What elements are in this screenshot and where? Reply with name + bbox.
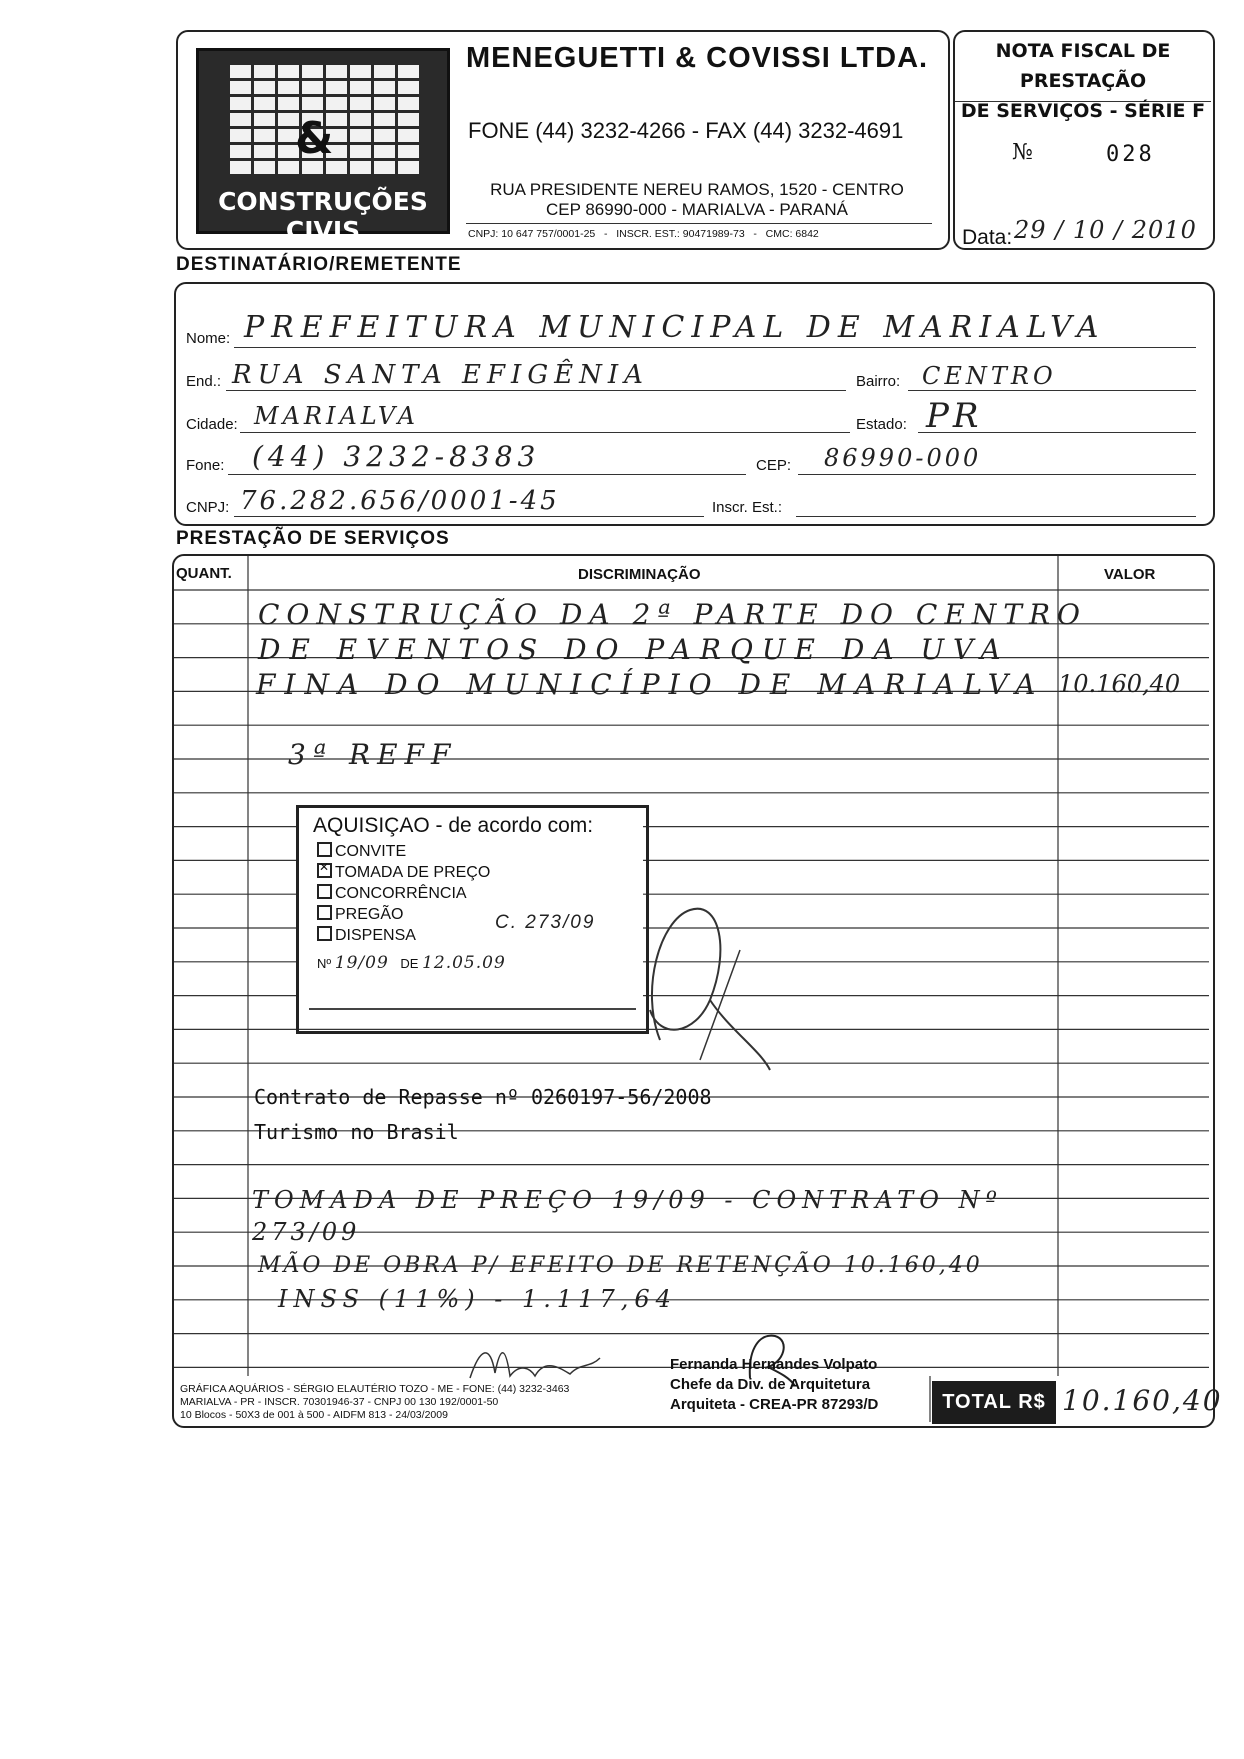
stamp-title: AQUISIÇAO - de acordo com: (313, 814, 594, 837)
invoice-number: 028 (1106, 142, 1155, 167)
checkbox-concorrencia (317, 884, 332, 899)
bairro-value: CENTRO (922, 362, 1057, 390)
signatory-crea: Arquiteta - CREA-PR 87293/D (670, 1396, 879, 1413)
nome-value: PREFEITURA MUNICIPAL DE MARIALVA (244, 310, 1106, 345)
invoice-number-label: № (1012, 140, 1033, 165)
date-label: Data: (962, 226, 1013, 249)
fone-label: Fone: (186, 457, 225, 474)
stamp-opt-concorrencia (317, 884, 467, 903)
stamp-number: 19/09 (334, 953, 389, 973)
stamp-opt-tomada (317, 863, 490, 882)
col-quant-header: QUANT. (176, 565, 232, 582)
stamp-de-label: DE (400, 956, 419, 971)
bairro-label: Bairro: (856, 373, 901, 390)
initials-scribble (600, 890, 780, 1080)
services-section-title: PRESTAÇÃO DE SERVIÇOS (176, 528, 450, 549)
cep-value: 86990-000 (824, 444, 982, 472)
hand-line-1: TOMADA DE PREÇO 19/09 - CONTRATO Nº (252, 1186, 1003, 1214)
stamp-opt-pregao-label: PREGÃO (335, 906, 404, 923)
cnpj-value: 76.282.656/0001-45 (240, 486, 560, 516)
cep-label: CEP: (756, 457, 792, 474)
service-line-1: CONSTRUÇÃO DA 2ª PARTE DO CENTRO (258, 598, 1087, 631)
service-line-2: DE EVENTOS DO PARQUE DA UVA (258, 633, 1010, 666)
company-address-2: CEP 86990-000 - MARIALVA - PARANÁ (545, 200, 849, 219)
stamp-opt-dispensa (317, 926, 416, 945)
invoice-title-line1: NOTA FISCAL DE PRESTAÇÃO (995, 40, 1171, 92)
cidade-value: MARIALVA (254, 402, 419, 430)
handwritten-signature (460, 1338, 610, 1388)
cnpj-label: CNPJ: (186, 499, 230, 516)
col-valor-header: VALOR (1104, 566, 1156, 583)
stamp-opt-convite (317, 842, 406, 861)
stamp-number-label: Nº (317, 956, 332, 971)
typed-program: Turismo no Brasil (254, 1120, 459, 1144)
printer-line-2: MARIALVA - PR - INSCR. 70301946-37 - CNPJ 00 130 192/0001-50 (180, 1396, 499, 1408)
service-line-3-value: 10.160,40 (1058, 670, 1181, 698)
company-name: MENEGUETTI & COVISSI LTDA. (466, 42, 929, 74)
col-disc-header: DISCRIMINAÇÃO (578, 566, 701, 583)
service-line-3: FINA DO MUNICÍPIO DE MARIALVA (256, 668, 1045, 701)
printer-line-3: 10 Blocos - 50X3 de 001 à 500 - AIDFM 813 - 24/03/2009 (180, 1409, 448, 1421)
company-address-1: RUA PRESIDENTE NEREU RAMOS, 1520 - CENTRO (490, 180, 904, 199)
stamp-opt-concorrencia-label: CONCORRÊNCIA (335, 885, 467, 902)
estado-label: Estado: (856, 416, 907, 433)
total-label: TOTAL R$ (932, 1381, 1056, 1424)
checkbox-dispensa (317, 926, 332, 941)
inscr-label: Inscr. Est.: (712, 499, 783, 516)
typed-contract: Contrato de Repasse nº 0260197-56/2008 (254, 1085, 712, 1109)
signatory-name: Fernanda Hernandes Volpato (670, 1356, 878, 1373)
stamp-number-row (317, 953, 506, 973)
company-phone: FONE (44) 3232-4266 - FAX (44) 3232-4691 (468, 118, 904, 143)
invoice-title-line2: DE SERVIÇOS - SÉRIE F (960, 100, 1206, 122)
invoice-date: 29 / 10 / 2010 (1014, 216, 1197, 244)
hand-line-3: MÃO DE OBRA P/ EFEITO DE RETENÇÃO 10.160,40 (258, 1253, 983, 1278)
service-line-4: 3ª REFF (288, 738, 458, 771)
checkbox-tomada-checked (317, 863, 332, 878)
stamp-de-date: 12.05.09 (422, 953, 506, 973)
signatory-role: Chefe da Div. de Arquitetura (670, 1376, 871, 1393)
checkbox-convite (317, 842, 332, 857)
logo-text: CONSTRUÇÕES CIVIS (218, 187, 428, 245)
printer-line-1: GRÁFICA AQUÁRIOS - SÉRGIO ELAUTÉRIO TOZO - ME - FONE: (44) 3232-3463 (180, 1383, 570, 1395)
fone-value: (44) 3232-8383 (252, 440, 541, 473)
stamp-opt-convite-label: CONVITE (335, 843, 407, 860)
logo-mark: & (295, 113, 334, 164)
cidade-label: Cidade: (186, 416, 238, 433)
end-label: End.: (186, 373, 222, 390)
end-value: RUA SANTA EFIGÊNIA (232, 360, 649, 390)
estado-value: PR (926, 396, 983, 436)
nome-label: Nome: (186, 330, 231, 347)
stamp-opt-tomada-label: TOMADA DE PREÇO (335, 864, 491, 881)
hand-line-4: INSS (11%) - 1.117,64 (278, 1285, 677, 1313)
checkbox-pregao (317, 905, 332, 920)
stamp-bottom-rule (309, 1008, 636, 1010)
stamp-opt-dispensa-label: DISPENSA (335, 927, 416, 944)
stamp-opt-pregao (317, 905, 403, 924)
acquisition-stamp (296, 805, 649, 1034)
total-value: 10.160,40 (1062, 1384, 1223, 1417)
stamp-contract-note: C. 273/09 (495, 912, 596, 933)
company-registry: CNPJ: 10 647 757/0001-25 - INSCR. EST.: 90471989-73 - CMC: 6842 (468, 228, 819, 240)
recipient-section-title: DESTINATÁRIO/REMETENTE (176, 254, 462, 275)
hand-line-2: 273/09 (252, 1218, 361, 1246)
